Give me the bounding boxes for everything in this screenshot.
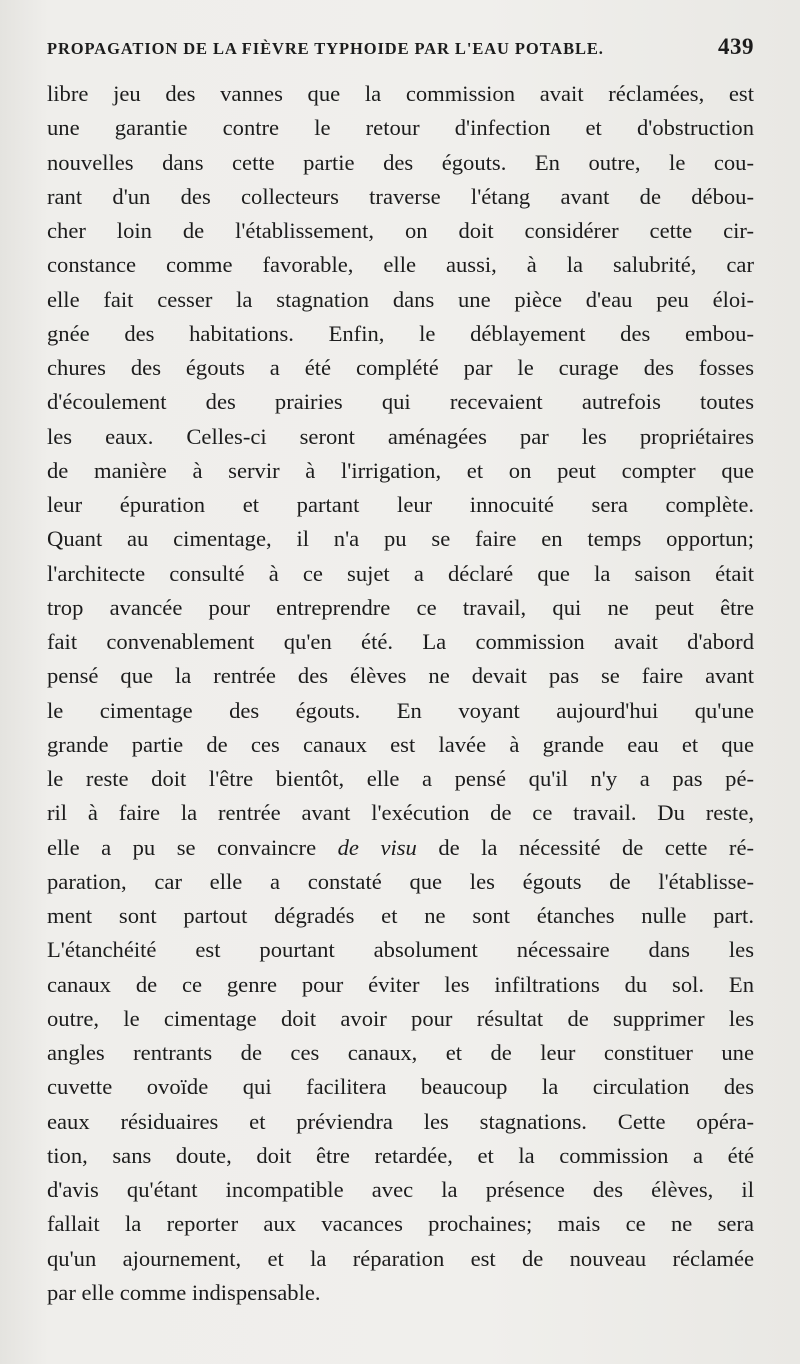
body-text [47, 77, 754, 1310]
text-line: d'écoulement des prairies qui recevaient autrefois toutes [47, 389, 754, 415]
text-line: paration, car elle a constaté que les égouts de l'établisse- [47, 868, 754, 894]
text-fragment: de la nécessité de cette ré- [438, 834, 754, 860]
text-line: grande partie de ces canaux est lavée à grande eau et que [47, 731, 754, 757]
text-line: nouvelles dans cette partie des égouts. En outre, le cou- [47, 149, 754, 175]
text-line: fait convenablement qu'en été. La commission avait d'abord [47, 629, 754, 654]
text-line: le cimentage des égouts. En voyant aujourd'hui qu'une [47, 697, 754, 723]
text-line: trop avancée pour entreprendre ce travail, qui ne peut être [47, 594, 754, 620]
page-number: 439 [718, 34, 754, 59]
running-head [47, 34, 754, 66]
text-line: constance comme favorable, elle aussi, à la salubrité, car [47, 252, 754, 278]
italic-phrase: de visu [337, 834, 417, 860]
text-line: outre, le cimentage doit avoir pour résultat de supprimer les [47, 1005, 754, 1031]
text-line: gnée des habitations. Enfin, le déblayement des embou- [47, 320, 754, 346]
text-line: ril à faire la rentrée avant l'exécution de ce travail. Du reste, [47, 800, 754, 826]
text-line: cher loin de l'établissement, on doit considérer cette cir- [47, 218, 754, 243]
text-line-last: par elle comme indispensable. [47, 1279, 321, 1305]
text-line: cuvette ovoïde qui facilitera beaucoup la circulation des [47, 1074, 754, 1100]
running-title: PROPAGATION DE LA FIÈVRE TYPHOIDE PAR L'EAU POTABLE. [47, 39, 604, 58]
text-line: le reste doit l'être bientôt, elle a pensé qu'il n'y a pas pé- [47, 766, 754, 791]
text-line: fallait la reporter aux vacances prochaines; mais ce ne sera [47, 1211, 754, 1237]
text-line: pensé que la rentrée des élèves ne devait pas se faire avant [47, 663, 754, 689]
text-line: les eaux. Celles-ci seront aménagées par les propriétaires [47, 423, 754, 449]
text-line: angles rentrants de ces canaux, et de leur constituer une [47, 1040, 754, 1065]
text-line: de manière à servir à l'irrigation, et on peut compter que [47, 457, 754, 483]
text-fragment: elle a pu se convaincre [47, 834, 317, 860]
text-line: une garantie contre le retour d'infection et d'obstruction [47, 115, 754, 141]
text-line: chures des égouts a été complété par le curage des fosses [47, 355, 754, 380]
text-line: L'étanchéité est pourtant absolument nécessaire dans les [47, 937, 754, 963]
text-line-with-italic [47, 831, 754, 865]
text-line: elle fait cesser la stagnation dans une pièce d'eau peu éloi- [47, 286, 754, 312]
text-line: rant d'un des collecteurs traverse l'étang avant de débou- [47, 183, 754, 209]
text-line: libre jeu des vannes que la commission avait réclamées, est [47, 81, 754, 106]
text-line: tion, sans doute, doit être retardée, et la commission a été [47, 1142, 754, 1168]
text-line: ment sont partout dégradés et ne sont étanches nulle part. [47, 903, 754, 928]
text-line: Quant au cimentage, il n'a pu se faire en temps opportun; [47, 526, 754, 552]
text-line: qu'un ajournement, et la réparation est de nouveau réclamée [47, 1245, 754, 1271]
text-line: l'architecte consulté à ce sujet a déclaré que la saison était [47, 560, 754, 586]
text-line: d'avis qu'étant incompatible avec la présence des élèves, il [47, 1177, 754, 1202]
text-line: leur épuration et partant leur innocuité sera complète. [47, 492, 754, 517]
text-line: canaux de ce genre pour éviter les infiltrations du sol. En [47, 971, 754, 997]
text-line: eaux résiduaires et préviendra les stagnations. Cette opéra- [47, 1108, 754, 1134]
